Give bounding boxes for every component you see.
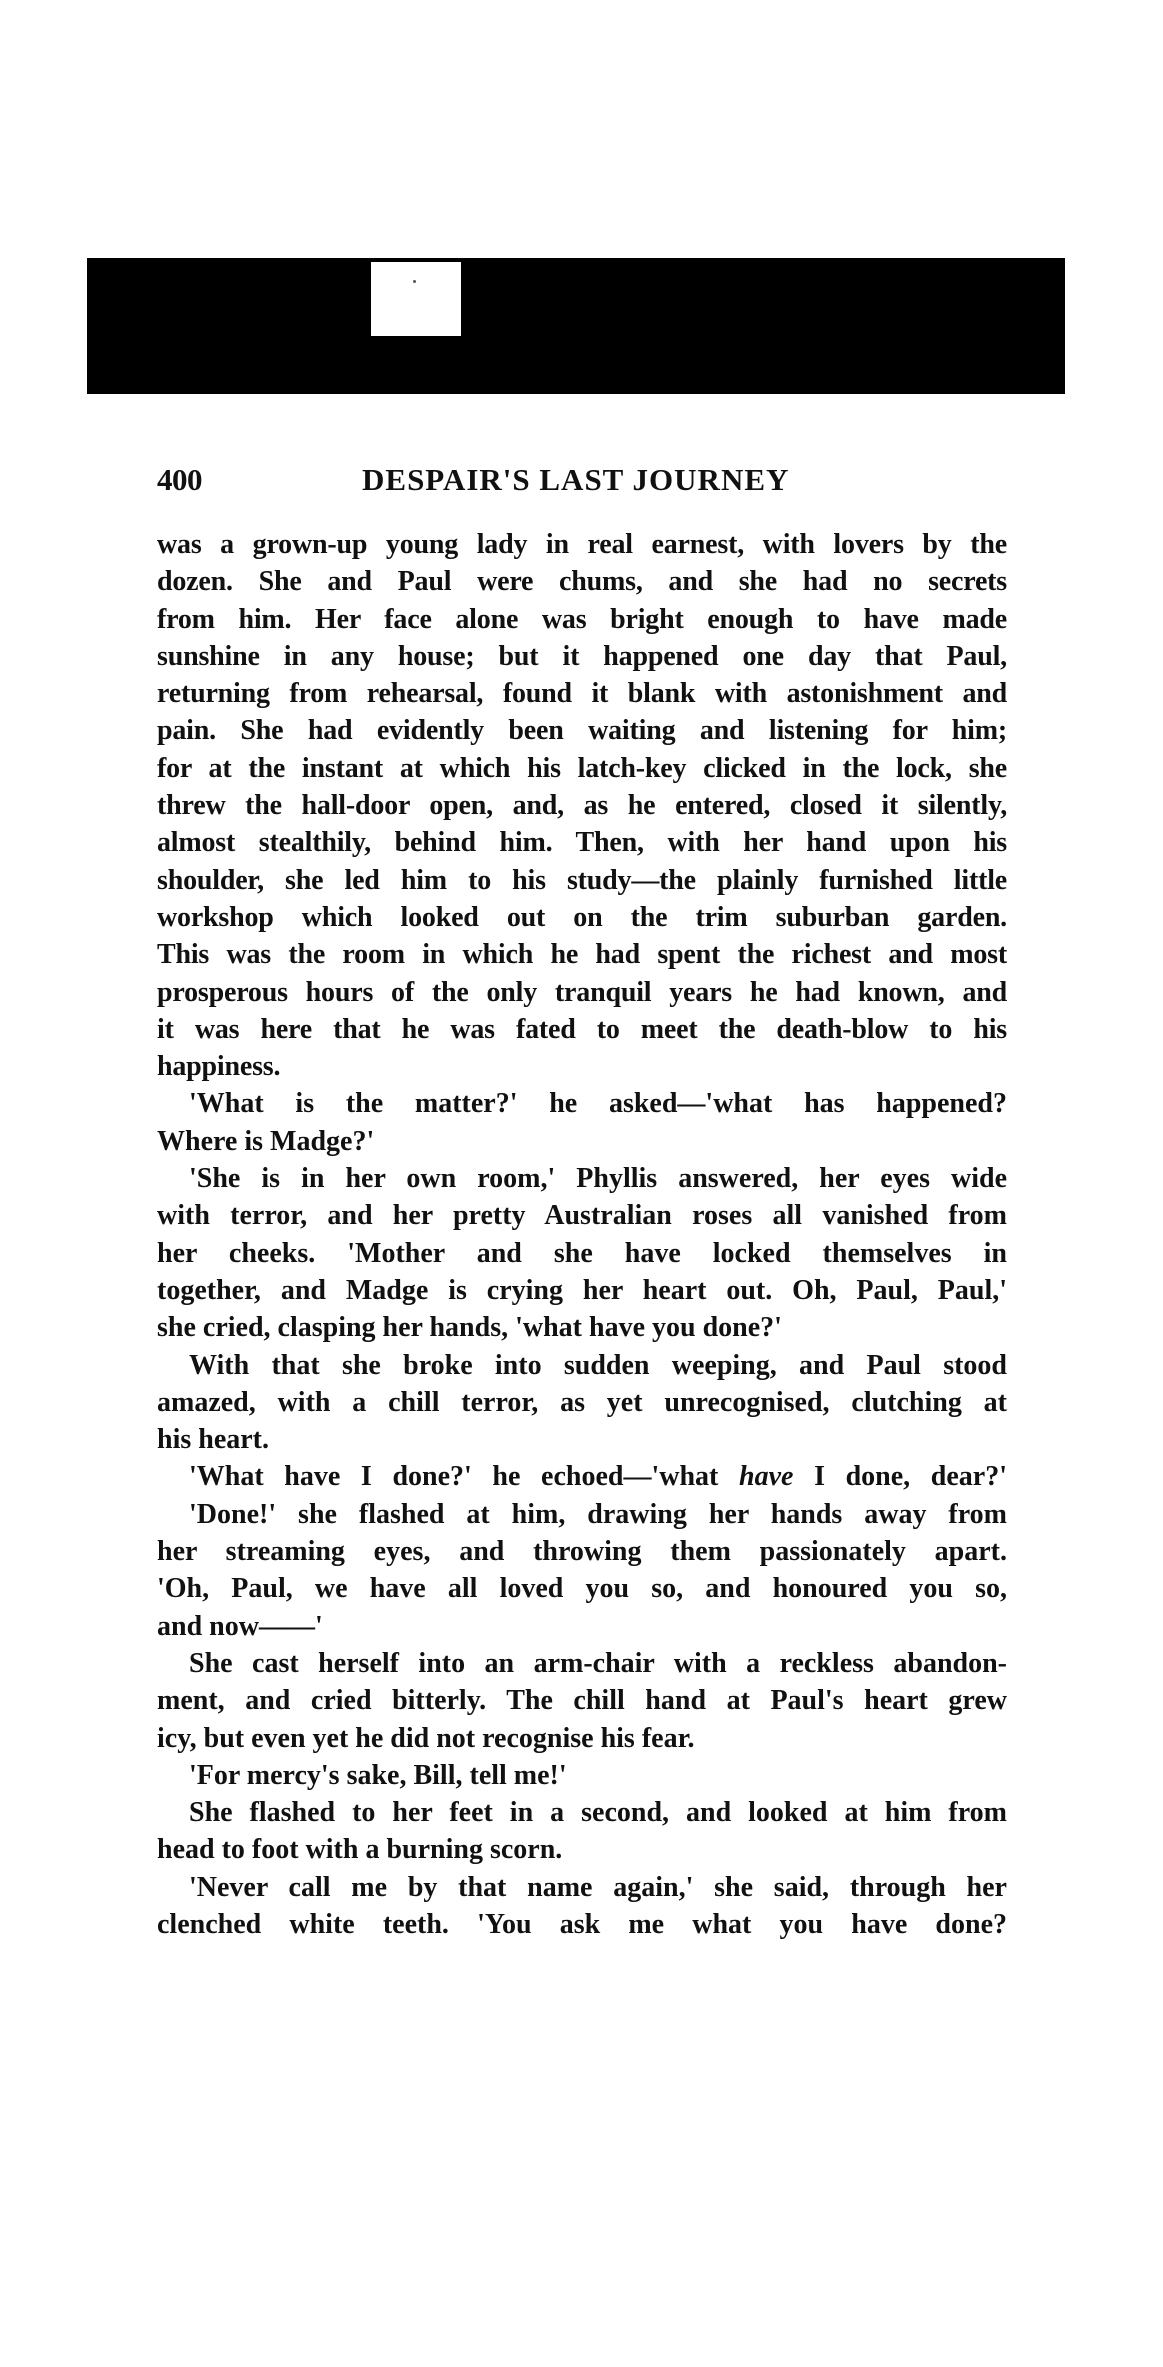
text-line: was a grown-up young lady in real earnest, with lovers by the xyxy=(157,529,1007,560)
text-line: With that she broke into sudden weeping, and Paul stood xyxy=(189,1349,1007,1381)
text-line: Where is Madge?' xyxy=(157,1125,375,1157)
text-line: for at the instant at which his latch-key clicked in the lock, she xyxy=(157,752,1007,784)
running-title: DESPAIR'S LAST JOURNEY xyxy=(362,462,790,497)
text-line: dozen. She and Paul were chums, and she had no secrets xyxy=(157,566,1007,598)
text-line: it was here that he was fated to meet the death-blow to his xyxy=(157,1013,1007,1045)
text-line: 'Never call me by that name again,' she said, through her xyxy=(189,1871,1007,1903)
text-line: 'For mercy's sake, Bill, tell me!' xyxy=(189,1759,567,1791)
text-line-part: 'What have I done?' he echoed—'what xyxy=(189,1461,719,1493)
scan-white-patch xyxy=(371,262,461,336)
text-line-part: I done, dear?' xyxy=(814,1461,1007,1493)
text-line: 'Oh, Paul, we have all loved you so, and honoured you so, xyxy=(157,1573,1007,1605)
text-line: She cast herself into an arm-chair with a reckless abandon- xyxy=(189,1647,1007,1679)
text-line: prosperous hours of the only tranquil years he had known, and xyxy=(157,976,1007,1008)
text-line: pain. She had evidently been waiting and listening for him; xyxy=(157,715,1007,747)
text-line: This was the room in which he had spent the richest and most xyxy=(157,939,1007,971)
text-line: 'What is the matter?' he asked—'what has happened? xyxy=(189,1088,1007,1120)
text-line: 'Done!' she flashed at him, drawing her hands away from xyxy=(189,1498,1007,1530)
text-line: her cheeks. 'Mother and she have locked themselves in xyxy=(157,1237,1007,1269)
text-line: icy, but even yet he did not recognise his fear. xyxy=(157,1722,695,1754)
text-line xyxy=(157,1458,1007,1495)
text-line: amazed, with a chill terror, as yet unrecognised, clutching at xyxy=(157,1386,1007,1418)
text-line: returning from rehearsal, found it blank with astonishment and xyxy=(157,678,1007,710)
page-header xyxy=(157,462,1015,502)
text-line: 'She is in her own room,' Phyllis answered, her eyes wide xyxy=(189,1163,1007,1195)
text-line: and now——' xyxy=(157,1610,323,1642)
text-line: head to foot with a burning scorn. xyxy=(157,1834,563,1866)
text-line: she cried, clasping her hands, 'what have you done?' xyxy=(157,1312,782,1344)
text-line: his heart. xyxy=(157,1424,269,1456)
text-line: She flashed to her feet in a second, and looked at him from xyxy=(189,1797,1007,1829)
text-line: happiness. xyxy=(157,1051,281,1083)
body-text xyxy=(157,526,1007,1943)
text-line: threw the hall-door open, and, as he entered, closed it silently, xyxy=(157,790,1007,822)
scan-speck xyxy=(413,280,416,283)
text-line: sunshine in any house; but it happened one day that Paul, xyxy=(157,640,1007,672)
text-line: together, and Madge is crying her heart out. Oh, Paul, Paul,' xyxy=(157,1274,1007,1306)
text-line: from him. Her face alone was bright enough to have made xyxy=(157,603,1007,635)
page-number: 400 xyxy=(157,462,202,497)
emphasis-have: have xyxy=(739,1461,794,1493)
text-line: shoulder, she led him to his study—the plainly furnished little xyxy=(157,864,1007,896)
text-line: workshop which looked out on the trim suburban garden. xyxy=(157,901,1007,933)
text-line: ment, and cried bitterly. The chill hand at Paul's heart grew xyxy=(157,1685,1007,1717)
text-line: clenched white teeth. 'You ask me what you have done? xyxy=(157,1908,1007,1940)
text-line: with terror, and her pretty Australian roses all vanished from xyxy=(157,1200,1007,1232)
text-line: her streaming eyes, and throwing them passionately apart. xyxy=(157,1536,1007,1568)
text-line: almost stealthily, behind him. Then, with her hand upon his xyxy=(157,827,1007,859)
scan-black-band xyxy=(87,258,1065,394)
